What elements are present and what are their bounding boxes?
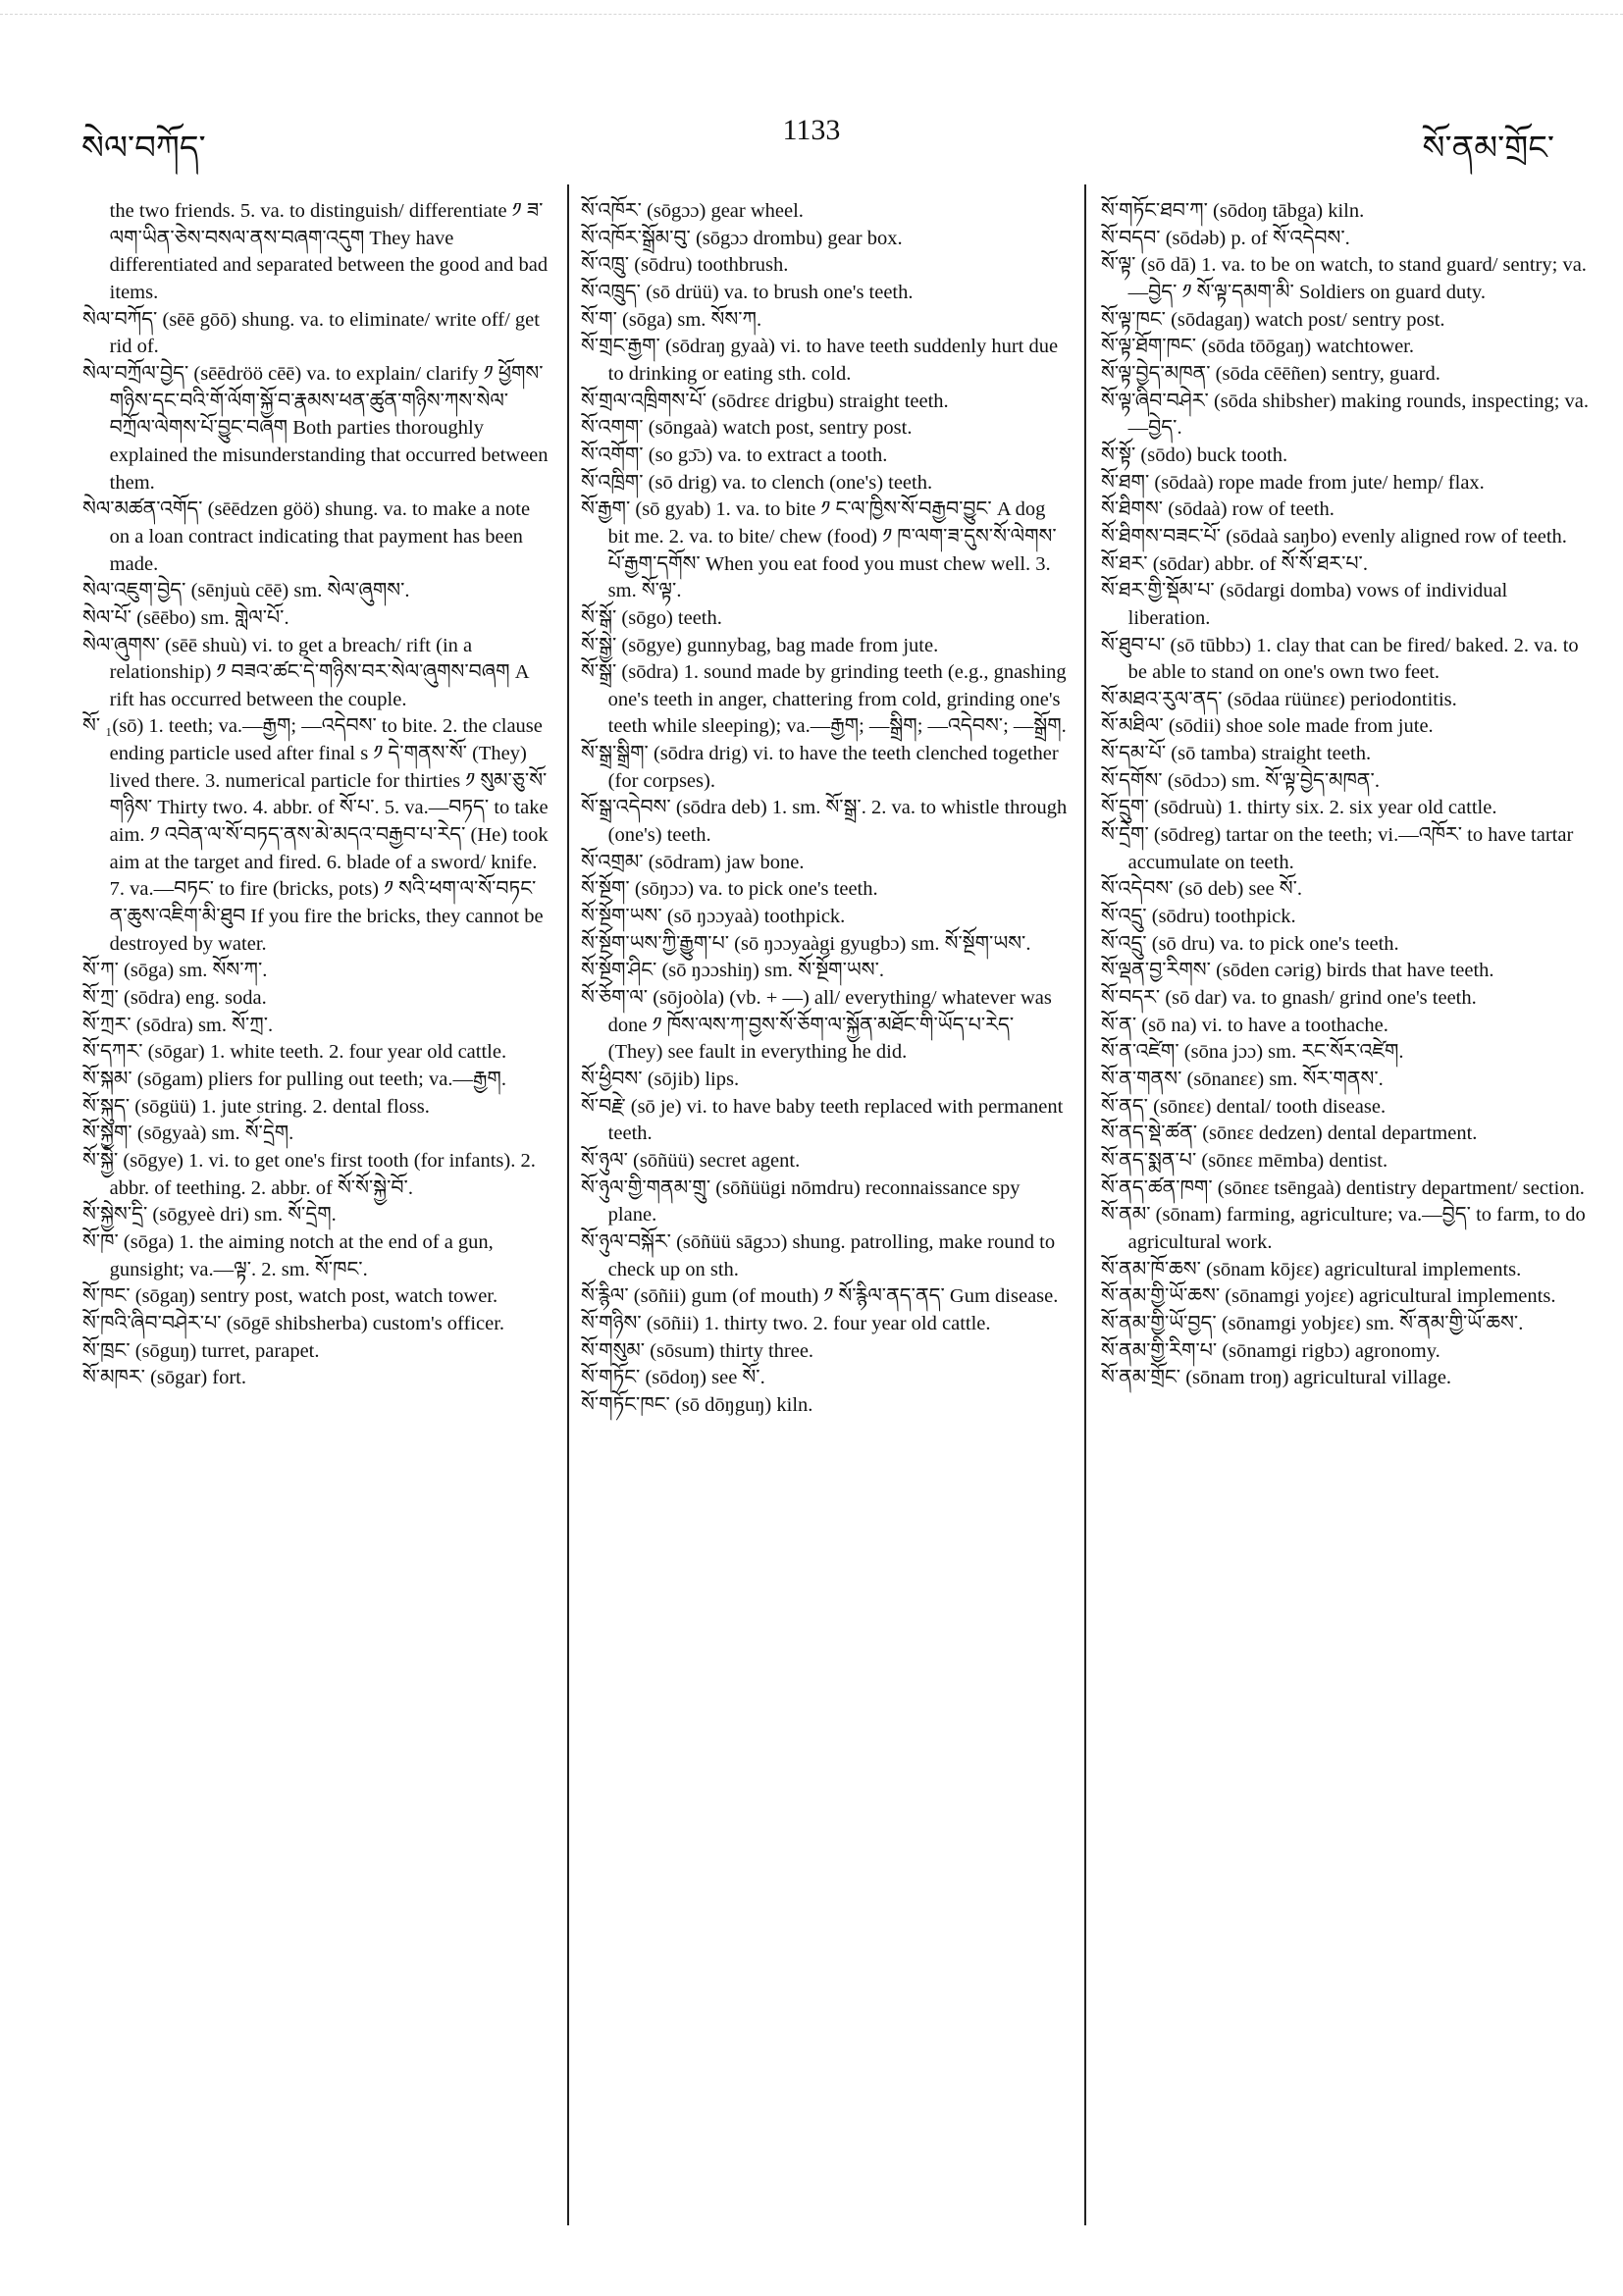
dictionary-entry: སོ་ནམ་ཁོ་ཆས་ (sōnam kōjεε) agricultural implements. — [1101, 1258, 1522, 1280]
dictionary-entry: སོ་དྲུག་ (sōdruù) 1. thirty six. 2. six year old cattle. — [1101, 797, 1497, 819]
dictionary-entry: སེལ་བཀྲོལ་བྱེད་ (sēēdröö cēē) va. to explain/ clarify ༡ ཕྱོགས་གཉིས་དང་བའི་གོ་ལོག་སྐྱོ་བ་རྣམས་ཕན་ཚུན་གཉིས་ཀས་སེལ་བཀྲོལ་ལེགས་པོ་བྱུང་བཞག Both parties thoroughly explained the misunderstanding that occurred between them. — [82, 362, 549, 494]
dictionary-entry: སོ་ཁ་ (sōga) 1. the aiming notch at the end of a gun, gunsight; va.—ལྟ་. 2. sm. སོ་ཁང་. — [82, 1230, 494, 1280]
dictionary-entry: སོ་ནམ་ (sōnam) farming, agriculture; va.—བྱེད་ to farm, to do agricultural work. — [1101, 1204, 1586, 1253]
dictionary-entry: སོ་སྐྱེས་དྲི་ (sōgyeè dri) sm. སོ་དྲེག. — [82, 1204, 337, 1226]
dictionary-entry: སོ་སྔོག་ཡས་ཀྱི་རྒྱུག་པ་ (sō ŋɔɔyaàgi gyugbɔ) sm. སོ་སྔོག་ཡས་. — [581, 932, 1031, 955]
running-head-right: སོ་ནམ་གྲོང་ — [1422, 130, 1554, 167]
dictionary-entry: སོ་ཐུབ་པ་ (sō tūbbɔ) 1. clay that can be fired/ baked. 2. va. to be able to stand on one's own two feet. — [1101, 634, 1579, 684]
dictionary-entry: སོ་ནད་ (sōnεε) dental/ tooth disease. — [1101, 1095, 1387, 1118]
dictionary-entry: སོ་ཐིགས་བཟང་པོ་ (sōdaà saŋbo) evenly aligned row of teeth. — [1101, 525, 1567, 548]
dictionary-entry: སོ་ནམ་གྱི་ཡོ་ཆས་ (sōnamgi yojεε) agricultural implements. — [1101, 1285, 1556, 1308]
dictionary-entry: སོ་གཏོང་ཐབ་ཀ་ (sōdoŋ tābga) kiln. — [1101, 200, 1365, 222]
dictionary-entry: སོ་བདབ་ (sōdəb) p. of སོ་འདེབས་. — [1101, 227, 1350, 249]
dictionary-entry: སོ་ཀྲ་ (sōdra) eng. soda. — [82, 987, 267, 1010]
dictionary-entry: སོ་མཁར་ (sōgar) fort. — [82, 1367, 246, 1389]
dictionary-entry: སོ་འཁྲིག་ (sō drig) va. to clench (one's) teeth. — [581, 471, 933, 494]
dictionary-entry: སོ་ཉུལ་གྱི་གནམ་གྲུ་ (sōñüügi nōmdru) reconnaissance spy plane. — [581, 1176, 1021, 1226]
dictionary-entry: སོ་འགྲམ་ (sōdram) jaw bone. — [581, 851, 805, 873]
dictionary-entry: སོ་འདེབས་ (sō deb) see སོ་. — [1101, 878, 1303, 901]
dictionary-entry: སོ་འགོག་ (so gɔ̄ɔ) va. to extract a tooth. — [581, 444, 888, 466]
dictionary-entry: སོ་དགོས་ (sōdɔɔ) sm. སོ་ལྟ་བྱེད་མཁན་. — [1101, 769, 1380, 792]
dictionary-entry: སོ་གཉིས་ (sōñii) 1. thirty two. 2. four year old cattle. — [581, 1312, 991, 1334]
dictionary-entry: སེལ་མཚན་འགོད་ (sēēdzen göö) shung. va. to make a note on a loan contract indicating that payment has been made. — [82, 498, 531, 575]
dictionary-entry: སེལ་ཞུགས་ (sēē shuù) vi. to get a breach/ rift (in a relationship) ༡ བཟའ་ཚང་དེ་གཉིས་བར་སེལ་ཞུགས་བཞག A rift has occurred between the couple. — [82, 634, 529, 710]
dictionary-entry: སོ་འགག་ (sōngaà) watch post, sentry post. — [581, 417, 913, 440]
dictionary-entry: སོ་སྐྱེ་ (sōgye) 1. vi. to get one's first tooth (for infants). 2. abbr. of teething. 2. abbr. of སོ་སོ་སྐྱེ་བོ་. — [82, 1149, 536, 1199]
dictionary-entry: སོ་ཐིགས་ (sōdaà) row of teeth. — [1101, 498, 1335, 521]
dictionary-entry: སོ་ཕྱིབས་ (sōjib) lips. — [581, 1069, 740, 1090]
dictionary-entry: སོ་ལྟ་བྱེད་མཁན་ (sōda cēēñen) sentry, guard. — [1101, 362, 1440, 385]
column-3 — [1101, 198, 1594, 1392]
dictionary-entry: སོ་ཐར་ (sōdar) abbr. of སོ་སོ་ཐར་པ་. — [1101, 552, 1368, 575]
dictionary-entry: སོ་ནད་སྡེ་ཚན་ (sōnεε dedzen) dental department. — [1101, 1122, 1478, 1145]
column-2 — [581, 198, 1072, 1420]
page-number: 1133 — [782, 114, 841, 146]
dictionary-entry: སོ་སྒྲ་འདེབས་ (sōdra deb) 1. sm. སོ་སྒྲ་. 2. va. to whistle through (one's) teeth. — [581, 797, 1068, 847]
dictionary-entry: སོ་སྔོག་ (sōŋɔɔ) va. to pick one's teeth. — [581, 878, 878, 901]
dictionary-entry: སོ་མཐའ་རུལ་ནད་ (sōdaa rüünεε) periodontitis. — [1101, 688, 1457, 710]
dictionary-entry: སོ་འཁོར་སྒྲོམ་བུ་ (sōgɔɔ drombu) gear box. — [581, 227, 903, 249]
dictionary-entry: སོ་དཀར་ (sōgar) 1. white teeth. 2. four year old cattle. — [82, 1041, 507, 1064]
dictionary-entry: སོ་ན་གནས་ (sōnanεε) sm. སོར་གནས་. — [1101, 1069, 1384, 1090]
dictionary-entry: སོ་འཁྲུད་ (sō drüü) va. to brush one's teeth. — [581, 281, 914, 303]
dictionary-entry: སོ་གྲལ་འཁྲིགས་པོ་ (sōdrεε drigbu) straight teeth. — [581, 390, 949, 412]
dictionary-entry: སོ་རྙིལ་ (sōñii) gum (of mouth) ༡ སོ་རྙིལ་ནད་ནད་ Gum disease. — [581, 1285, 1059, 1308]
dictionary-entry: སོ་ཉུལ་བསྐོར་ (sōñüü sāgɔɔ) shung. patrolling, make round to check up on sth. — [581, 1230, 1056, 1280]
dictionary-entry: སོ་ཐག་ (sōdaà) rope made from jute/ hemp/ flax. — [1101, 471, 1485, 494]
dictionary-entry: སོ་བདར་ (sō dar) va. to gnash/ grind one's teeth. — [1101, 987, 1477, 1010]
dictionary-entry: སོ་ནད་ཚན་ཁག་ (sōnεε tsēngaà) dentistry department/ section. — [1101, 1176, 1585, 1199]
dictionary-entry: སོ་འདྲུ་ (sō dru) va. to pick one's teeth. — [1101, 932, 1399, 955]
dictionary-entry: སོ་མཐིལ་ (sōdii) shoe sole made from jute. — [1101, 715, 1434, 738]
dictionary-entry: སོ་འཁོར་ (sōgɔɔ) gear wheel. — [581, 200, 804, 222]
dictionary-entry: སོ་ལྟ་ (sō dā) 1. va. to be on watch, to stand guard/ sentry; va.—བྱེད་ ༡ སོ་ལྟ་དམག་མི་ Soldiers on guard duty. — [1101, 254, 1587, 303]
dictionary-entry: སོ་ཉུལ་ (sōñüü) secret agent. — [581, 1149, 801, 1172]
dictionary-entry: སེལ་བཀོད་ (sēē gōō) shung. va. to eliminate/ write off/ get rid of. — [82, 308, 540, 358]
dictionary-entry: སོ་སྐུད་ (sōgüü) 1. jute string. 2. dental floss. — [82, 1095, 430, 1118]
dictionary-entry: སོ་གཏོང་ཁང་ (sō dōŋguŋ) kiln. — [581, 1393, 813, 1416]
dictionary-entry: སོ་ལྟ་ཁང་ (sōdagaŋ) watch post/ sentry post. — [1101, 308, 1445, 331]
dictionary-entry: སོ་སྔོག་ཡས་ (sō ŋɔɔyaà) toothpick. — [581, 906, 846, 928]
dictionary-entry: སོ་ལྟ་ཐོག་ཁང་ (sōda tōōgaŋ) watchtower. — [1101, 336, 1414, 358]
dictionary-entry: སོ་དམ་པོ་ (sō tamba) straight teeth. — [1101, 743, 1372, 765]
dictionary-entry: སོ་རྒྱག་ (sō gyab) 1. va. to bite ༡ ང་ལ་ཁྱིས་སོ་བརྒྱབ་བྱུང་ A dog bit me. 2. va. to bite/ chew (food) ༡ ཁ་ལག་ཟ་དུས་སོ་ལེགས་པོ་རྒྱག་དགོས་ When you eat food you must chew well. 3. sm. སོ་ལྟ་. — [581, 498, 1057, 602]
dictionary-entry: སོ་ག་ (sōga) sm. སོས་ཀ. — [581, 308, 762, 331]
dictionary-entry: སོ་གཏོང་ (sōdoŋ) see སོ་. — [581, 1367, 765, 1389]
dictionary-entry: སོ་ནམ་གྱི་རིག་པ་ (sōnamgi rigbɔ) agronomy. — [1101, 1339, 1440, 1362]
dictionary-entry: སོ་ན་ (sō na) vi. to have a toothache. — [1101, 1014, 1388, 1036]
dictionary-entry: སོ་ན་འཛེག་ (sōna jɔɔ) sm. རང་སོར་འཛེག. — [1101, 1041, 1404, 1064]
dictionary-entry: སོ་ཁྲང་ (sōguŋ) turret, parapet. — [82, 1339, 320, 1362]
dictionary-entry: སོ་ཁང་ (sōgaŋ) sentry post, watch post, watch tower. — [82, 1285, 498, 1308]
dictionary-entry: སོ་ནམ་གྱི་ཡོ་བྱད་ (sōnamgi yobjεε) sm. སོ་ནམ་གྱི་ཡོ་ཆས་. — [1101, 1312, 1524, 1334]
dictionary-entry: སོ་ཐར་གྱི་སྡོམ་པ་ (sōdargi domba) vows of individual liberation. — [1101, 580, 1508, 629]
dictionary-entry: སོ་སྟོ་ (sōdo) buck tooth. — [1101, 444, 1288, 466]
dictionary-entry: སོ་ལྟ་ཞིབ་བཤེར་ (sōda shibsher) making rounds, inspecting; va.—བྱེད་. — [1101, 390, 1589, 440]
dictionary-entry: སེལ་པོ་ (sēēbo) sm. གླེལ་པོ་. — [82, 606, 289, 629]
dictionary-entry: སོ་སྐམ་ (sōgam) pliers for pulling out teeth; va.—རྒྱག. — [82, 1069, 506, 1090]
dictionary-entry: སོ་གྲང་རྒྱག་ (sōdraŋ gyaà) vi. to have teeth suddenly hurt due to drinking or eating sth. cold. — [581, 336, 1059, 385]
dictionary-entry: སོ་ ₁(sō) 1. teeth; va.—རྒྱག; —འདེབས་ to bite. 2. the clause ending particle used after final s ༡ དེ་གནས་སོ་ (They) lived there. 3. numerical particle for thirties ༡ སུམ་ཅུ་སོ་གཉིས་ Thirty two. 4. abbr. of སོ་པ་. 5. va.—བཏད་ to take aim. ༡ འབེན་ལ་སོ་བཏད་ནས་མེ་མདའ་བརྒྱབ་པ་རེད་ (He) took aim at the target and fired. 6. blade of a sword/ knife. 7. va.—བཏང་ to fire (bricks, pots) ༡ སའི་ཕག་ལ་སོ་བཏང་ན་ཆུས་འཇིག་མི་ཐུབ If you fire the bricks, they cannot be destroyed by water. — [82, 715, 549, 955]
dictionary-entry: སོ་སྐྱག་ (sōgyaà) sm. སོ་དྲེག. — [82, 1122, 294, 1145]
dictionary-entry: སེལ་འཇུག་བྱེད་ (sēnjuù cēē) sm. སེལ་ཞུགས་. — [82, 580, 410, 602]
dictionary-entry: སོ་གསུམ་ (sōsum) thirty three. — [581, 1339, 814, 1362]
dictionary-entry: སོ་ཅོག་ལ་ (sōjoòla) (vb. + —) all/ everything/ whatever was done ༡ ཁོས་ལས་ཀ་བྱས་སོ་ཅོག་ལ་སྐྱོན་མཐོང་གི་ཡོད་པ་རེད་ (They) see fault in everything he did. — [581, 987, 1052, 1064]
dictionary-entry: སོ་ཀ་ (sōga) sm. སོས་ཀ་. — [82, 960, 268, 982]
dictionary-entry: སོ་སྔོག་ཤིང་ (sō ŋɔɔshiŋ) sm. སོ་སྔོག་ཡས་. — [581, 960, 884, 982]
dictionary-entry: སོ་སྒྲ་སྒྲིག་ (sōdra drig) vi. to have the teeth clenched together (for corpses). — [581, 743, 1059, 792]
dictionary-entry: སོ་སྒྲ་ (sōdra) 1. sound made by grinding teeth (e.g., gnashing one's teeth in anger, chattering from cold, grinding one's teeth while sleeping); va.—རྒྱག; —སྒྲིག; —འདེབས་; —སྒྲོག. — [581, 661, 1067, 738]
dictionary-entry: སོ་བརྗེ་ (sō je) vi. to have baby teeth replaced with permanent teeth. — [581, 1095, 1064, 1145]
dictionary-entry: སོ་ནམ་གྲོང་ (sōnam troŋ) agricultural village. — [1101, 1367, 1452, 1389]
dictionary-entry: སོ་འདྲུ་ (sōdru) toothpick. — [1101, 906, 1296, 928]
column-divider — [1084, 184, 1086, 2225]
dictionary-entry: སོ་ལྡན་བྱ་རིགས་ (sōden cərig) birds that have teeth. — [1101, 960, 1494, 982]
top-edge-rule — [0, 0, 1623, 15]
running-head-left: སེལ་བཀོད་ — [81, 130, 206, 167]
dictionary-entry: སོ་ནད་སྨན་པ་ (sōnεε mēmba) dentist. — [1101, 1149, 1388, 1172]
dictionary-entry: the two friends. 5. va. to distinguish/ differentiate ༡ ཟ་ལག་ཡིན་ཅེས་བསལ་ནས་བཞག་འདུག They have differentiated and separated between the good and bad items. — [109, 200, 549, 303]
dictionary-entry: སོ་འཁྲུ་ (sōdru) toothbrush. — [581, 254, 789, 277]
dictionary-entry: སོ་ཁའི་ཞིབ་བཤེར་པ་ (sōgē shibsherba) custom's officer. — [82, 1312, 505, 1334]
dictionary-entry: སོ་ཀྲར་ (sōdra) sm. སོ་ཀྲ་. — [82, 1014, 274, 1036]
dictionary-entry: སོ་སྒྱེ་ (sōgye) gunnybag, bag made from jute. — [581, 634, 939, 656]
column-1 — [82, 198, 551, 1392]
column-divider — [567, 184, 569, 2225]
dictionary-entry: སོ་དྲེག་ (sōdreg) tartar on the teeth; vi.—འཁོར་ to have tartar accumulate on teeth. — [1101, 824, 1574, 873]
dictionary-entry: སོ་སྒོ་ (sōgo) teeth. — [581, 606, 722, 629]
